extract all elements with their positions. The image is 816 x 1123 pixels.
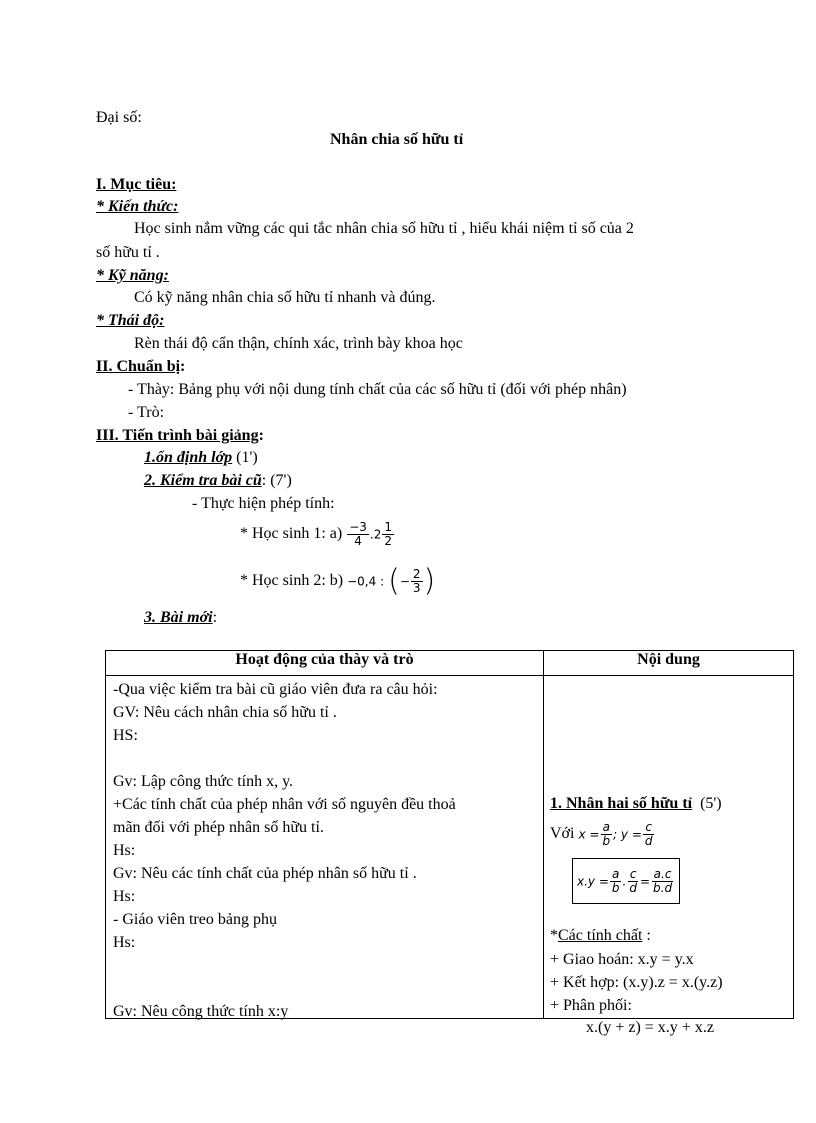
student1-label: * Học sinh 1: a)	[240, 525, 343, 542]
fraction-a-b	[600, 821, 612, 848]
step3	[144, 608, 217, 628]
fraction-denominator: b	[602, 833, 611, 848]
preparation-heading-colon: :	[180, 358, 186, 375]
preparation-heading-text: II. Chuẩn bị	[96, 358, 181, 375]
properties-star: *	[550, 927, 558, 944]
lesson-table	[105, 650, 794, 1036]
task-text: - Thực hiện phép tính:	[192, 495, 335, 512]
property-distributive: + Phân phối:	[550, 997, 632, 1014]
activity-line: Hs:	[113, 842, 136, 859]
knowledge-text-line1: Học sinh nắm vững các qui tắc nhân chia số hữu tỉ , hiểu khái niệm tỉ số của 2	[134, 220, 634, 237]
fraction-denominator: 2	[384, 533, 392, 548]
equals-operator: =	[639, 874, 651, 889]
fraction-numerator: a.c	[653, 866, 672, 881]
property-associative: + Kết hợp: (x.y).z = x.(y.z)	[550, 974, 723, 991]
fraction-denominator: b	[611, 880, 620, 895]
fraction-2-3	[411, 568, 423, 595]
left-paren: (	[388, 563, 400, 599]
activity-line: Gv: Nêu công thức tính x:y	[113, 1003, 289, 1020]
fraction-numerator: c	[645, 819, 653, 834]
step1-label: 1.ổn định lớp	[144, 449, 233, 466]
multiply-title-time: (5')	[700, 795, 722, 812]
activities-lines	[106, 676, 543, 1018]
dot-operator: .	[622, 874, 627, 889]
knowledge-text-line2: số hữu tỉ .	[96, 244, 160, 261]
activity-line: HS:	[113, 727, 138, 744]
step1	[144, 448, 258, 468]
teacher-preparation: - Thày: Bảng phụ với nội dung tính chất của các số hữu tỉ (đối với phép nhân)	[128, 381, 627, 398]
student1-exercise	[240, 514, 395, 554]
fraction-neg3-4	[347, 521, 369, 548]
step2-time: : (7')	[261, 472, 292, 489]
step3-label: 3. Bài mới	[144, 609, 213, 626]
activity-line: - Giáo viên treo bảng phụ	[113, 911, 277, 928]
right-paren: )	[423, 563, 436, 599]
fraction-denominator: d	[629, 880, 637, 895]
fraction-denominator: d	[644, 833, 653, 848]
procedure-heading-colon: :	[258, 427, 264, 444]
xy-equals: x.y =	[577, 874, 609, 889]
fraction-numerator: 2	[412, 566, 421, 581]
student2-exercise	[240, 560, 435, 602]
properties-title-text: Các tính chất	[558, 927, 643, 944]
content-area	[544, 676, 793, 1036]
step2-label: 2. Kiểm tra bài cũ	[144, 472, 262, 489]
fraction-numerator: a	[612, 866, 620, 881]
attitude-label: * Thái độ:	[96, 312, 165, 329]
fraction-1-2	[382, 521, 394, 548]
page-title: Nhân chia số hữu tỉ	[330, 131, 464, 148]
section-preparation-heading	[96, 357, 185, 377]
distributive-formula: x.(y + z) = x.y + x.z	[586, 1019, 714, 1036]
with-label: Với	[550, 825, 575, 842]
definition-line	[550, 814, 656, 854]
property-commutative: + Giao hoán: x.y = y.x	[550, 951, 694, 968]
properties-title	[550, 926, 651, 946]
fraction-a-b	[610, 868, 622, 895]
subject-label: Đại số:	[96, 109, 142, 126]
fraction-c-d	[627, 868, 639, 895]
fraction-c-d	[643, 821, 655, 848]
activity-line: Hs:	[113, 934, 136, 951]
negative-sign: −	[399, 574, 410, 589]
activity-line: GV: Nêu cách nhân chia số hữu tỉ .	[113, 704, 337, 721]
table-row	[106, 676, 794, 1019]
fraction-denominator: 3	[412, 580, 421, 595]
activity-line: -Qua việc kiểm tra bài cũ giáo viên đưa ra câu hỏi:	[113, 681, 438, 698]
fraction-denominator: 4	[354, 533, 362, 548]
section-objectives-heading: I. Mục tiêu:	[96, 176, 177, 193]
activity-line: +Các tính chất của phép nhân với số nguyên đều thoả	[113, 796, 456, 813]
table-header-row	[106, 651, 794, 676]
procedure-heading-text: III. Tiến trình bài giảng	[96, 427, 259, 444]
fraction-numerator: 1	[384, 519, 392, 534]
student-preparation: - Trò:	[128, 404, 165, 421]
content-column-header: Nội dung	[544, 651, 794, 676]
student2-label: * Học sinh 2: b)	[240, 572, 344, 589]
content-cell	[544, 676, 794, 1036]
properties-colon: :	[642, 927, 651, 944]
step3-colon: :	[212, 609, 218, 626]
product-formula-box	[572, 858, 680, 904]
activities-column-header: Hoạt động của thày và trò	[106, 651, 544, 676]
fraction-numerator: −3	[349, 519, 367, 534]
x-equals: x =	[578, 827, 600, 842]
fraction-numerator: a	[602, 819, 610, 834]
section-procedure-heading	[96, 426, 264, 446]
fraction-numerator: c	[629, 866, 637, 881]
activity-line: Gv: Lập công thức tính x, y.	[113, 773, 294, 790]
multiply-title-text: 1. Nhân hai số hữu tỉ	[550, 795, 693, 812]
step1-time: (1')	[232, 449, 258, 466]
attitude-text: Rèn thái độ cẩn thận, chính xác, trình bày khoa học	[134, 335, 463, 352]
fraction-denominator: b.d	[653, 880, 673, 895]
student2-expression: −0,4 :	[347, 574, 385, 589]
step2	[144, 471, 292, 491]
skill-label: * Kỹ năng:	[96, 267, 169, 284]
fraction-ac-bd	[651, 868, 674, 895]
activity-line: mãn đối với phép nhân số hữu tỉ.	[113, 819, 324, 836]
activities-cell	[106, 676, 544, 1019]
knowledge-label: * Kiến thức:	[96, 198, 179, 215]
skill-text: Có kỹ năng nhân chia số hữu tỉ nhanh và đúng.	[134, 289, 436, 306]
activity-line: Gv: Nêu các tính chất của phép nhân số hữu tỉ .	[113, 865, 417, 882]
multiply-section-title	[550, 794, 722, 814]
activity-line: Hs:	[113, 888, 136, 905]
mixed-whole: .2	[369, 527, 382, 542]
y-equals: ; y =	[613, 827, 642, 842]
